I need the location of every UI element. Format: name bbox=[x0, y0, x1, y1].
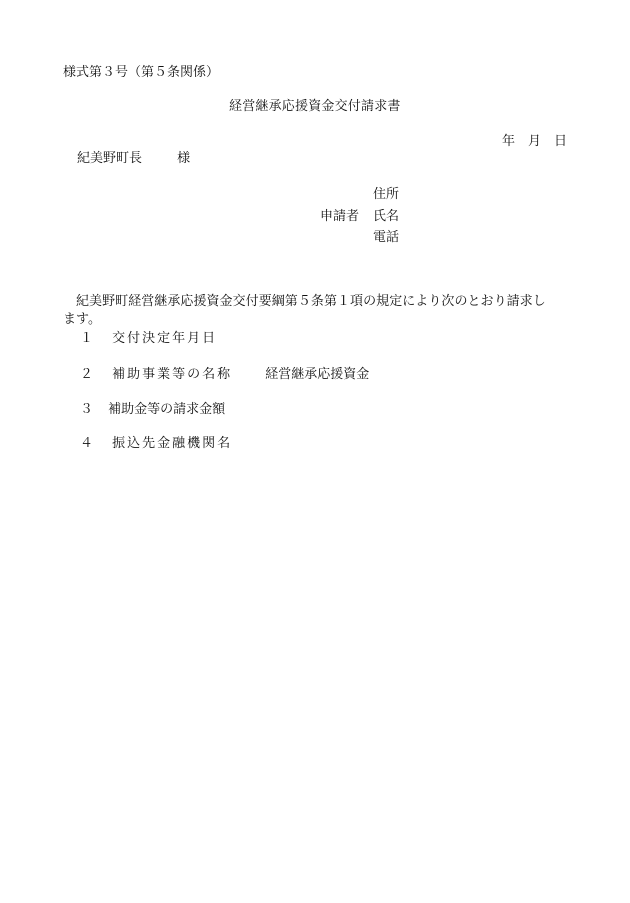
item-number: ３ bbox=[80, 402, 94, 417]
address-label: 住所 bbox=[373, 187, 400, 202]
name-label: 氏名 bbox=[373, 209, 400, 224]
item-number: ２ bbox=[80, 367, 94, 382]
applicant-role: 申請者 bbox=[320, 209, 360, 224]
item-label: 振込先金融機関名 bbox=[112, 436, 233, 451]
honorific: 様 bbox=[177, 151, 191, 166]
item-value: 経営継承応援資金 bbox=[265, 367, 370, 382]
item-number: １ bbox=[80, 331, 94, 346]
item-project-name bbox=[80, 368, 369, 381]
item-request-amount bbox=[80, 403, 225, 416]
addressee-line bbox=[77, 152, 190, 165]
item-label: 補助金等の請求金額 bbox=[108, 402, 226, 417]
item-bank-name bbox=[80, 437, 232, 450]
request-body-text: 紀美野町経営継承応援資金交付要綱第５条第１項の規定により次のとおり請求します。 bbox=[63, 294, 546, 327]
item-delivery-decision-date bbox=[80, 332, 217, 345]
form-number: 様式第３号（第５条関係） bbox=[63, 65, 220, 80]
item-label: 補助事業等の名称 bbox=[112, 367, 233, 382]
item-label: 交付決定年月日 bbox=[112, 331, 218, 346]
addressee: 紀美野町長 bbox=[77, 151, 143, 166]
phone-label: 電話 bbox=[373, 230, 400, 245]
item-number: ４ bbox=[80, 436, 94, 451]
document-title: 経営継承応援資金交付請求書 bbox=[229, 99, 401, 114]
date-line: 年 月 日 bbox=[502, 134, 568, 149]
